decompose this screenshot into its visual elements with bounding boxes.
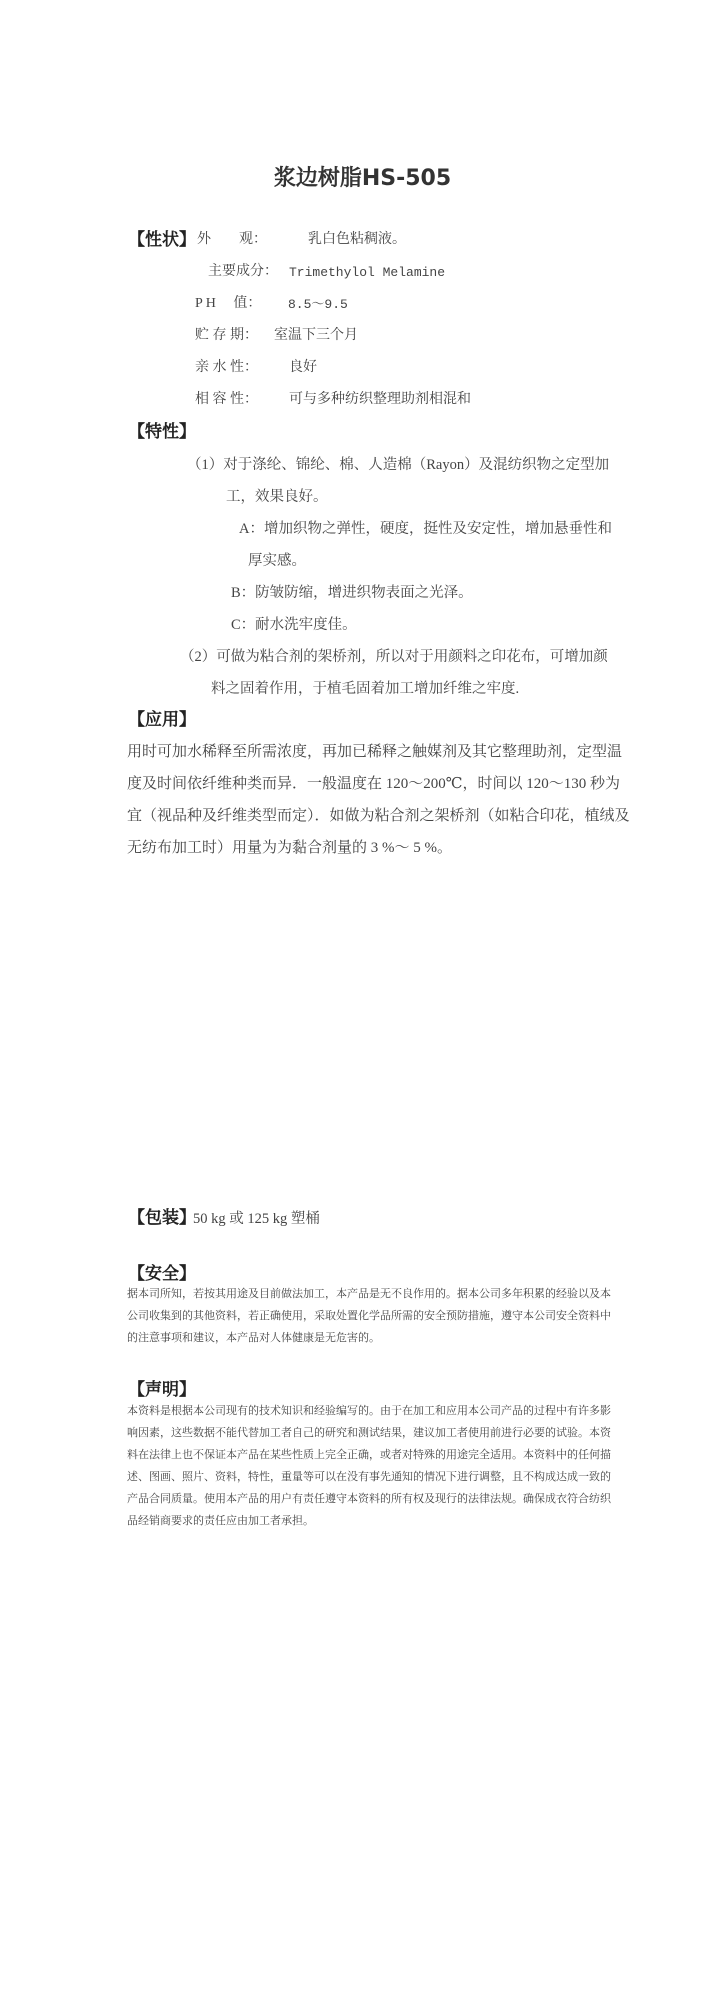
heading-packaging: 【包装】	[128, 1208, 196, 1228]
feature-line: 厚实感。	[248, 553, 306, 569]
feature-line: （2）可做为粘合剂的架桥剂，所以对于用颜料之印花布，可增加颜	[180, 649, 608, 665]
heading-features: 【特性】	[128, 422, 196, 442]
property-value: 8.5～9.5	[288, 297, 348, 312]
page-title: 浆边树脂HS-505	[273, 166, 452, 191]
statement-line: 述、图画、照片、资料，特性，重量等可以在没有事先通知的情况下进行调整，且不构成达成一致的	[127, 1471, 611, 1483]
application-line: 用时可加水稀释至所需浓度，再加已稀释之触媒剂及其它整理助剂，定型温	[127, 744, 623, 760]
property-label: P H 值：	[195, 296, 262, 311]
property-value: Trimethylol Melamine	[289, 265, 446, 280]
statement-line: 料在法律上也不保证本产品在某些性质上完全正确，或者对特殊的用途完全适用。本资料中的任何描	[127, 1449, 611, 1461]
property-label: 外 观：	[197, 232, 267, 247]
safety-line: 据本司所知，若按其用途及目前做法加工，本产品是无不良作用的。据本公司多年积累的经验以及本	[127, 1288, 611, 1300]
statement-line: 品经销商要求的责任应由加工者承担。	[127, 1515, 314, 1527]
property-label: 相 容 性：	[195, 392, 258, 407]
safety-line: 的注意事项和建议，本产品对人体健康是无危害的。	[127, 1332, 380, 1344]
feature-line: B：防皱防缩，增进织物表面之光泽。	[231, 585, 473, 601]
feature-line: A：增加织物之弹性，硬度，挺性及安定性，增加悬垂性和	[239, 521, 612, 537]
property-label: 贮 存 期：	[195, 328, 258, 343]
application-line: 度及时间依纤维种类而异．一般温度在 120～200℃，时间以 120～130 秒为	[127, 776, 621, 792]
statement-line: 本资料是根据本公司现有的技术知识和经验编写的。由于在加工和应用本公司产品的过程中有许多影	[127, 1405, 611, 1417]
property-value: 室温下三个月	[274, 328, 358, 343]
feature-line: C：耐水洗牢度佳。	[231, 617, 357, 633]
property-value: 良好	[289, 360, 317, 375]
heading-properties: 【性状】	[128, 230, 196, 250]
packaging-value: 50 kg 或 125 kg 塑桶	[193, 1211, 320, 1227]
statement-line: 产品合同质量。使用本产品的用户有责任遵守本资料的所有权及现行的法律法规。确保成衣符合纺织	[127, 1493, 611, 1505]
heading-application: 【应用】	[128, 710, 196, 730]
property-label: 主要成分：	[208, 264, 278, 279]
heading-safety: 【安全】	[128, 1264, 196, 1284]
application-line: 宜（视品种及纤维类型而定）．如做为粘合剂之架桥剂（如粘合印花，植绒及	[127, 808, 630, 824]
feature-line: （1）对于涤纶、锦纶、棉、人造棉（Rayon）及混纺织物之定型加	[187, 457, 610, 473]
safety-line: 公司收集到的其他资料，若正确使用，采取处置化学品所需的安全预防措施，遵守本公司安全资料中	[127, 1310, 611, 1322]
statement-line: 响因素，这些数据不能代替加工者自己的研究和测试结果，建议加工者使用前进行必要的试验。本资	[127, 1427, 611, 1439]
heading-statement: 【声明】	[128, 1380, 196, 1400]
property-value: 可与多种纺织整理助剂相混和	[289, 392, 471, 407]
feature-line: 料之固着作用，于植毛固着加工增加纤维之牢度.	[211, 681, 520, 697]
feature-line: 工，效果良好。	[226, 489, 328, 505]
application-line: 无纺布加工时）用量为为黏合剂量的 3 %～ 5 %。	[127, 840, 452, 856]
property-value: 乳白色粘稠液。	[308, 232, 406, 247]
property-label: 亲 水 性：	[195, 360, 258, 375]
